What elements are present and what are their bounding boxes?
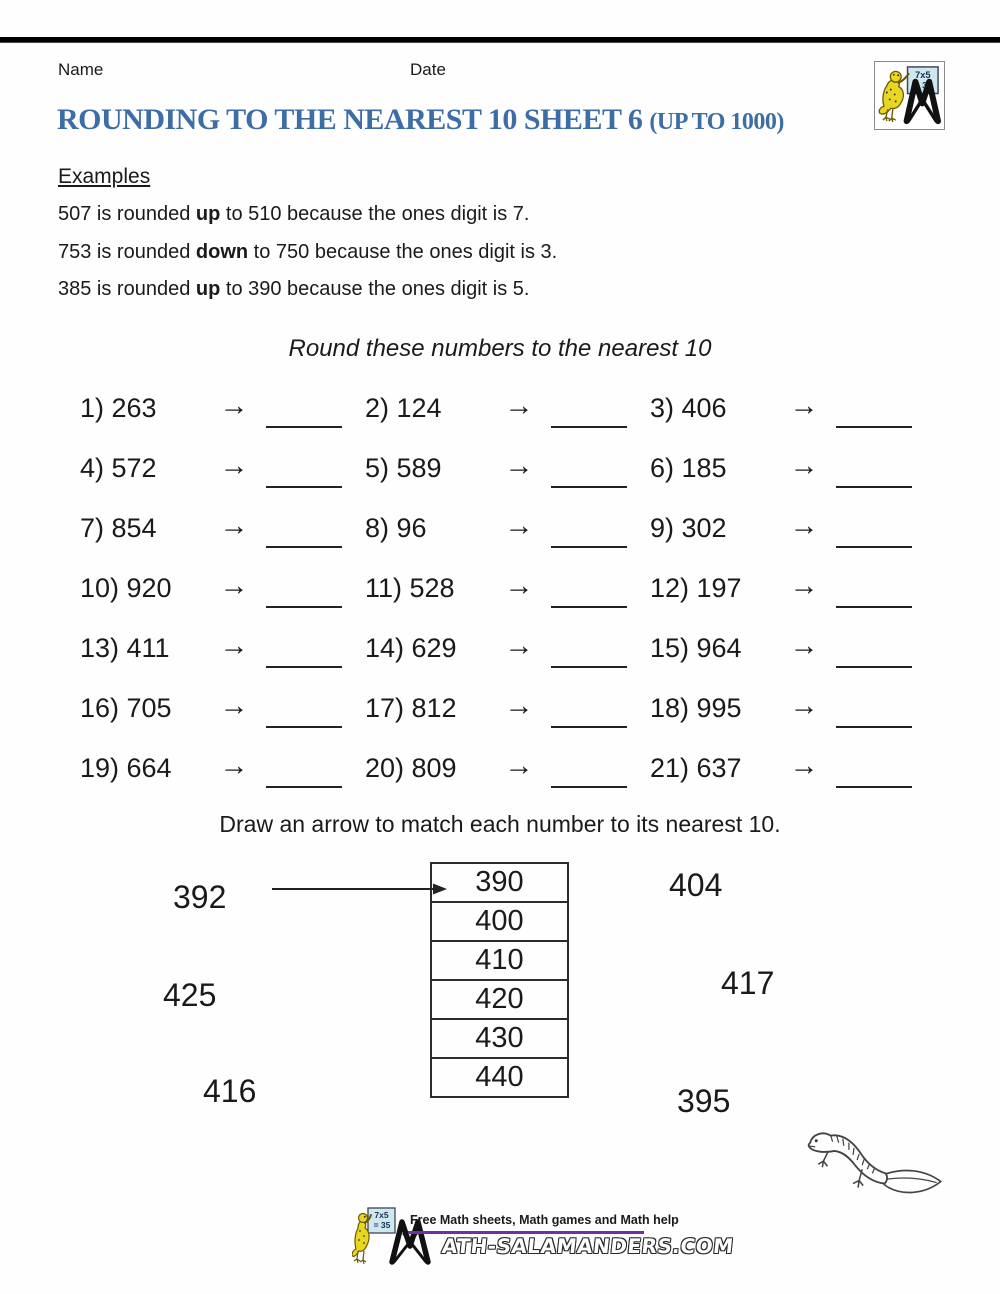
problem-item <box>80 558 365 618</box>
match-number-left[interactable]: 392 <box>173 879 227 915</box>
problem-label: 8) 96 <box>365 512 427 543</box>
svg-text:7x5: 7x5 <box>914 69 931 80</box>
problems-grid <box>80 378 935 798</box>
footer-site-name: ATH-SALAMANDERS.COM <box>440 1234 735 1258</box>
matching-instruction: Draw an arrow to match each number to its nearest 10. <box>219 811 781 837</box>
example-line: 385 is rounded up to 390 because the ones digit is 5. <box>58 278 530 300</box>
problem-label: 12) 197 <box>650 572 742 603</box>
answer-blank[interactable] <box>266 700 342 728</box>
table-cell[interactable]: 400 <box>431 902 568 941</box>
right-arrow-icon: → <box>219 570 249 602</box>
problem-label: 18) 995 <box>650 692 742 723</box>
svg-text:= 35: = 35 <box>373 1220 391 1230</box>
answer-blank[interactable] <box>266 520 342 548</box>
problem-label: 15) 964 <box>650 632 742 663</box>
page-title-main: ROUNDING TO THE NEAREST 10 SHEET 6 <box>57 103 643 136</box>
right-arrow-icon: → <box>789 390 819 422</box>
right-arrow-icon: → <box>219 630 249 662</box>
problem-label: 7) 854 <box>80 512 157 543</box>
problem-label: 4) 572 <box>80 452 157 483</box>
answer-blank[interactable] <box>266 580 342 608</box>
problem-item <box>650 738 935 798</box>
top-border-rule <box>0 37 1000 43</box>
answer-blank[interactable] <box>551 760 627 788</box>
right-arrow-icon: → <box>504 390 534 422</box>
problem-label: 9) 302 <box>650 512 727 543</box>
match-number-left[interactable]: 416 <box>203 1073 257 1109</box>
problem-label: 13) 411 <box>80 632 170 663</box>
problem-label: 21) 637 <box>650 752 742 783</box>
answer-blank[interactable] <box>551 700 627 728</box>
salamander-illustration <box>804 1108 952 1202</box>
problem-item <box>80 438 365 498</box>
answer-blank[interactable] <box>836 640 912 668</box>
right-arrow-icon: → <box>789 690 819 722</box>
table-cell[interactable]: 410 <box>431 941 568 980</box>
page-title <box>57 103 877 137</box>
footer-tagline: Free Math sheets, Math games and Math help <box>410 1213 679 1227</box>
footer <box>352 1206 735 1272</box>
table-cell[interactable]: 390 <box>431 863 568 902</box>
right-arrow-icon: → <box>504 630 534 662</box>
table-cell[interactable]: 440 <box>431 1058 568 1097</box>
page-title-suffix: (UP TO 1000) <box>649 109 784 135</box>
match-number-right[interactable]: 417 <box>721 965 775 1001</box>
problem-label: 10) 920 <box>80 572 172 603</box>
match-number-right[interactable]: 404 <box>669 867 723 903</box>
answer-blank[interactable] <box>266 400 342 428</box>
example-line: 507 is rounded up to 510 because the ones digit is 7. <box>58 203 530 225</box>
right-arrow-icon: → <box>789 750 819 782</box>
answer-blank[interactable] <box>836 580 912 608</box>
name-label: Name <box>58 60 104 79</box>
problems-instruction: Round these numbers to the nearest 10 <box>288 335 712 362</box>
logo-scene <box>875 62 944 129</box>
problem-item <box>365 498 650 558</box>
salamander-icon <box>879 71 908 122</box>
right-arrow-icon: → <box>504 570 534 602</box>
answer-blank[interactable] <box>551 400 627 428</box>
problem-label: 6) 185 <box>650 452 727 483</box>
svg-text:= 35: = 35 <box>914 80 933 91</box>
problem-item <box>80 738 365 798</box>
problem-item <box>365 618 650 678</box>
math-salamanders-logo <box>874 61 945 130</box>
problem-item <box>365 738 650 798</box>
problem-item <box>650 618 935 678</box>
problem-label: 11) 528 <box>365 572 455 603</box>
table-cell[interactable]: 430 <box>431 1019 568 1058</box>
problem-label: 19) 664 <box>80 752 172 783</box>
right-arrow-icon: → <box>504 690 534 722</box>
match-number-left[interactable]: 425 <box>163 977 217 1013</box>
problem-label: 1) 263 <box>80 392 157 423</box>
right-arrow-icon: → <box>219 690 249 722</box>
problem-item <box>365 678 650 738</box>
problem-item <box>650 378 935 438</box>
problem-label: 14) 629 <box>365 632 457 663</box>
problem-label: 16) 705 <box>80 692 172 723</box>
problem-item <box>80 378 365 438</box>
problem-item <box>80 498 365 558</box>
salamander-icon <box>352 1214 371 1265</box>
answer-blank[interactable] <box>836 400 912 428</box>
right-arrow-icon: → <box>219 450 249 482</box>
answer-blank[interactable] <box>266 460 342 488</box>
svg-text:7x5: 7x5 <box>374 1210 389 1220</box>
answer-blank[interactable] <box>551 640 627 668</box>
example-match-arrow <box>270 879 450 899</box>
right-arrow-icon: → <box>789 570 819 602</box>
right-arrow-icon: → <box>789 510 819 542</box>
answer-blank[interactable] <box>551 580 627 608</box>
right-arrow-icon: → <box>219 390 249 422</box>
answer-blank[interactable] <box>551 520 627 548</box>
date-label: Date <box>410 60 446 79</box>
right-arrow-icon: → <box>789 630 819 662</box>
answer-blank[interactable] <box>836 760 912 788</box>
example-line: 753 is rounded down to 750 because the ones digit is 3. <box>58 241 558 263</box>
rounding-table <box>430 862 569 1098</box>
problem-label: 17) 812 <box>365 692 457 723</box>
right-arrow-icon: → <box>504 450 534 482</box>
problem-item <box>80 678 365 738</box>
problem-item <box>365 378 650 438</box>
right-arrow-icon: → <box>789 450 819 482</box>
answer-blank[interactable] <box>266 640 342 668</box>
problem-label: 3) 406 <box>650 392 727 423</box>
answer-blank[interactable] <box>836 700 912 728</box>
problem-item <box>650 438 935 498</box>
problem-label: 20) 809 <box>365 752 457 783</box>
problem-item <box>80 618 365 678</box>
right-arrow-icon: → <box>504 510 534 542</box>
right-arrow-icon: → <box>219 750 249 782</box>
problem-item <box>365 558 650 618</box>
problem-label: 5) 589 <box>365 452 442 483</box>
problem-item <box>365 438 650 498</box>
examples-heading: Examples <box>58 165 151 188</box>
answer-blank[interactable] <box>551 460 627 488</box>
problem-item <box>650 558 935 618</box>
problem-label: 2) 124 <box>365 392 442 423</box>
table-cell[interactable]: 420 <box>431 980 568 1019</box>
right-arrow-icon: → <box>504 750 534 782</box>
answer-blank[interactable] <box>836 460 912 488</box>
right-arrow-icon: → <box>219 510 249 542</box>
answer-blank[interactable] <box>266 760 342 788</box>
match-number-right[interactable]: 395 <box>677 1083 731 1119</box>
problem-item <box>650 498 935 558</box>
answer-blank[interactable] <box>836 520 912 548</box>
problem-item <box>650 678 935 738</box>
